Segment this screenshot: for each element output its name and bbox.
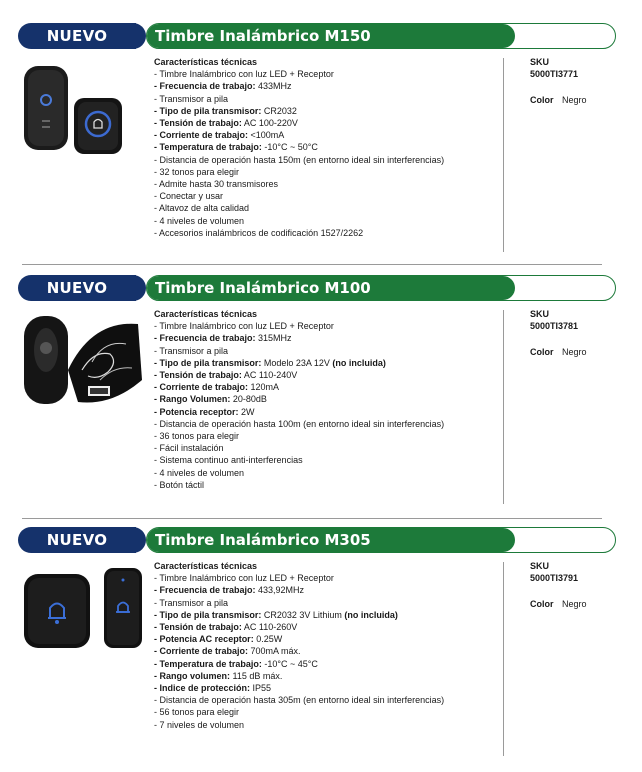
spec-item [154,166,494,178]
spec-value: - Timbre Inalámbrico con luz LED + Receptor [154,573,334,584]
section-divider [22,264,602,265]
spec-value: - Sistema continuo anti-interferencias [154,455,303,466]
spec-item [154,694,494,706]
spec-item [154,190,494,202]
sku-label: SKU [530,309,550,319]
spec-label: - Tensión de trabajo: [154,622,242,633]
sku-label: SKU [530,561,550,571]
spec-item [154,454,494,466]
specs-list [154,560,494,731]
spec-item [154,393,494,405]
color-label: Color [530,599,554,610]
product-card-m305 [0,522,642,772]
spec-item [154,584,494,596]
spec-value: - Timbre Inalámbrico con luz LED + Receptor [154,321,334,332]
spec-item [154,80,494,92]
spec-value: 115 dB máx. [230,670,283,681]
spec-item [154,621,494,633]
spec-item [154,406,494,418]
color-row [530,598,587,610]
product-title: Timbre Inalámbrico M150 [147,24,503,48]
product-title: Timbre Inalámbrico M100 [147,276,503,300]
color-value: Negro [562,599,587,610]
spec-value: 700mA máx. [248,646,301,657]
spec-note: (no incluida) [332,357,386,368]
spec-value: -10°C ~ 50°C [261,142,318,153]
spec-note: (no incluida) [344,609,398,620]
spec-label: - Tensión de trabajo: [154,118,242,129]
color-value: Negro [562,347,587,358]
spec-item [154,117,494,129]
spec-item [154,418,494,430]
spec-value: 120mA [248,382,280,393]
spec-value: - 36 tonos para elegir [154,431,240,442]
spec-value: - Distancia de operación hasta 150m (en entorno ideal sin interferencias) [154,154,445,165]
spec-value: CR2032 3V Lithium [261,609,345,620]
spec-item [154,572,494,584]
spec-value: 315MHz [255,333,292,344]
product-header [18,275,618,301]
spec-item [154,93,494,105]
spec-label: - Indice de protección: [154,683,251,694]
spec-value: - Fácil instalación [154,443,224,454]
spec-item [154,227,494,239]
product-title: Timbre Inalámbrico M305 [147,528,503,552]
spec-label: - Temperatura de trabajo: [154,142,262,153]
spec-value: AC 100-220V [241,118,298,129]
section-divider [22,518,602,519]
new-badge: NUEVO [18,527,136,553]
spec-label: - Frecuencia de trabajo: [154,81,256,92]
spec-item [154,105,494,117]
spec-label: - Frecuencia de trabajo: [154,333,256,344]
spec-item [154,345,494,357]
specs-list [154,308,494,491]
spec-item [154,332,494,344]
spec-item [154,215,494,227]
column-divider [503,310,504,504]
spec-item [154,178,494,190]
spec-item [154,706,494,718]
column-divider [503,562,504,756]
sku-block [530,560,587,611]
spec-label: - Potencia AC receptor: [154,634,254,645]
spec-value: 433MHz [255,81,292,92]
spec-rows [154,68,494,239]
spec-value: - 4 niveles de volumen [154,467,245,478]
spec-item [154,670,494,682]
spec-rows [154,572,494,731]
color-label: Color [530,347,554,358]
specs-list [154,56,494,239]
doorbell-m305-image [22,562,144,662]
spec-value: - Distancia de operación hasta 100m (en entorno ideal sin interferencias) [154,418,445,429]
spec-item [154,141,494,153]
spec-value: - Timbre Inalámbrico con luz LED + Receptor [154,69,334,80]
spec-value: - Conectar y usar [154,191,224,202]
spec-item [154,357,494,369]
spec-value: -10°C ~ 45°C [261,658,318,669]
title-bar [146,527,616,553]
sku-value: 5000TI3791 [530,573,579,584]
spec-value: 2W [238,406,255,417]
spec-value: - Transmisor a pila [154,597,229,608]
spec-label: - Corriente de trabajo: [154,646,249,657]
spec-label: - Rango Volumen: [154,394,231,405]
spec-value: - Altavoz de alta calidad [154,203,250,214]
spec-value: - Accesorios inalámbricos de codificación 1527/2262 [154,227,364,238]
new-badge: NUEVO [18,275,136,301]
spec-item [154,369,494,381]
sku-block [530,308,587,359]
doorbell-m150-image [22,58,144,158]
color-value: Negro [562,95,587,106]
spec-item [154,320,494,332]
spec-value: 0.25W [253,634,283,645]
spec-item [154,442,494,454]
spec-item [154,129,494,141]
sku-block [530,56,587,107]
spec-label: - Rango volumen: [154,670,230,681]
spec-item [154,154,494,166]
spec-value: - 4 niveles de volumen [154,215,245,226]
product-header [18,23,618,49]
spec-rows [154,320,494,491]
spec-value: - 56 tonos para elegir [154,707,240,718]
color-row [530,346,587,358]
spec-value: 20-80dB [230,394,267,405]
spec-value: <100mA [248,130,285,141]
spec-item [154,479,494,491]
specs-heading: Características técnicas [154,309,258,319]
spec-label: - Corriente de trabajo: [154,382,249,393]
spec-value: 433,92MHz [255,585,305,596]
spec-item [154,430,494,442]
spec-label: - Corriente de trabajo: [154,130,249,141]
spec-label: - Potencia receptor: [154,406,239,417]
spec-value: - 7 niveles de volumen [154,719,245,730]
spec-value: AC 110-260V [241,622,298,633]
spec-label: - Tipo de pila transmisor: [154,609,262,620]
spec-label: - Temperatura de trabajo: [154,658,262,669]
product-header [18,527,618,553]
spec-item [154,202,494,214]
spec-label: - Tensión de trabajo: [154,370,242,381]
spec-item [154,381,494,393]
spec-value: - Distancia de operación hasta 305m (en entorno ideal sin interferencias) [154,695,445,706]
spec-item [154,719,494,731]
spec-value: - Transmisor a pila [154,345,229,356]
spec-value: AC 110-240V [241,370,298,381]
color-row [530,94,587,106]
product-card-m100 [0,270,642,520]
sku-label: SKU [530,57,550,67]
specs-heading: Características técnicas [154,561,258,571]
new-badge: NUEVO [18,23,136,49]
specs-heading: Características técnicas [154,57,258,67]
spec-value: - 32 tonos para elegir [154,166,240,177]
spec-item [154,682,494,694]
column-divider [503,58,504,252]
spec-item [154,609,494,621]
spec-value: - Transmisor a pila [154,93,229,104]
spec-value: - Admite hasta 30 transmisores [154,179,279,190]
spec-item [154,633,494,645]
spec-value: Modelo 23A 12V [261,357,333,368]
color-label: Color [530,95,554,106]
spec-value: IP55 [250,683,272,694]
title-bar [146,23,616,49]
spec-value: CR2032 [261,105,297,116]
spec-item [154,645,494,657]
title-bar [146,275,616,301]
spec-item [154,68,494,80]
product-card-m150 [0,18,642,268]
doorbell-m100-image [22,310,144,410]
spec-value: - Botón táctil [154,479,205,490]
sku-value: 5000TI3781 [530,321,579,332]
spec-item [154,658,494,670]
spec-item [154,597,494,609]
spec-label: - Tipo de pila transmisor: [154,357,262,368]
sku-value: 5000TI3771 [530,69,579,80]
spec-label: - Frecuencia de trabajo: [154,585,256,596]
spec-item [154,467,494,479]
spec-label: - Tipo de pila transmisor: [154,105,262,116]
